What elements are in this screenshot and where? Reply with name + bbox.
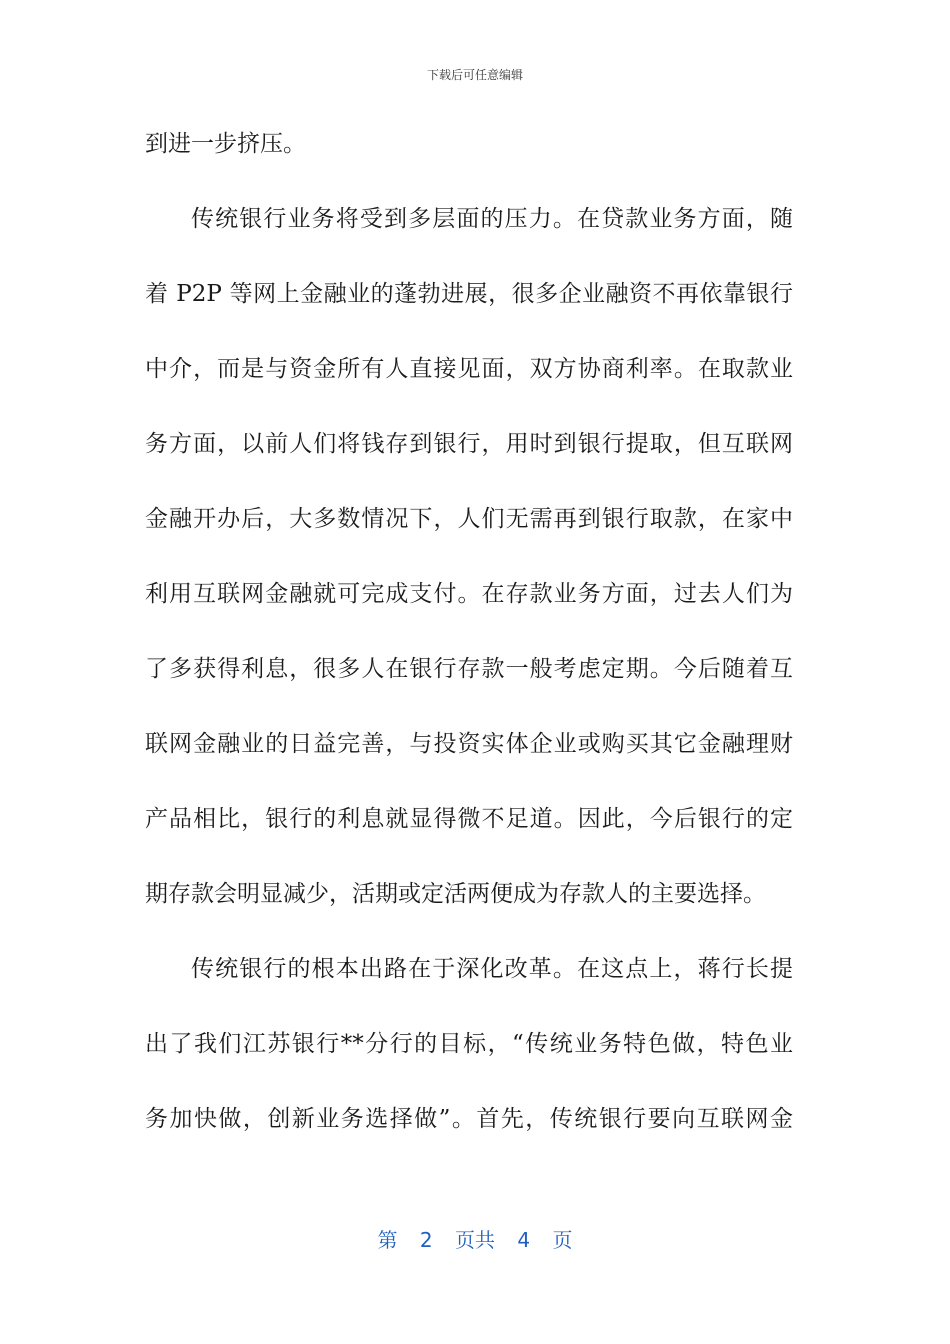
text-line: 传统银行业务将受到多层面的压力。在贷款业务方面，随 <box>191 206 793 232</box>
text-line: 着 P2P 等网上金融业的蓬勃进展，很多企业融资不再依靠银行 <box>145 281 793 307</box>
text-line: 金融开办后，大多数情况下，人们无需再到银行取款，在家中 <box>145 506 793 532</box>
text-line: 产品相比，银行的利息就显得微不足道。因此，今后银行的定 <box>145 806 793 832</box>
text-line: 出了我们江苏银行**分行的目标，“传统业务特色做，特色业 <box>145 1031 793 1057</box>
text-line: 了多获得利息，很多人在银行存款一般考虑定期。今后随着互 <box>145 656 793 682</box>
text-line: 期存款会明显减少，活期或定活两便成为存款人的主要选择。 <box>145 881 766 907</box>
text-line: 利用互联网金融就可完成支付。在存款业务方面，过去人们为 <box>145 581 793 607</box>
footer-ye-gong: 页共 <box>455 1228 495 1252</box>
footer-di: 第 <box>377 1228 398 1252</box>
text-line: 中介，而是与资金所有人直接见面，双方协商利率。在取款业 <box>145 356 793 382</box>
text-line: 务加快做，创新业务选择做”。首先，传统银行要向互联网金 <box>145 1106 793 1132</box>
footer-ye: 页 <box>552 1228 573 1252</box>
header-note: 下载后可任意编辑 <box>426 68 523 82</box>
text-line: 传统银行的根本出路在于深化改革。在这点上，蒋行长提 <box>191 956 793 982</box>
document-body <box>145 107 793 1157</box>
text-line: 务方面，以前人们将钱存到银行，用时到银行提取，但互联网 <box>145 431 793 457</box>
text-line: 联网金融业的日益完善，与投资实体企业或购买其它金融理财 <box>145 731 793 757</box>
page-footer <box>0 1224 950 1253</box>
footer-current-page: 2 <box>419 1228 433 1252</box>
footer-total-pages: 4 <box>517 1228 531 1252</box>
text-line: 到进一步挤压。 <box>145 131 306 157</box>
